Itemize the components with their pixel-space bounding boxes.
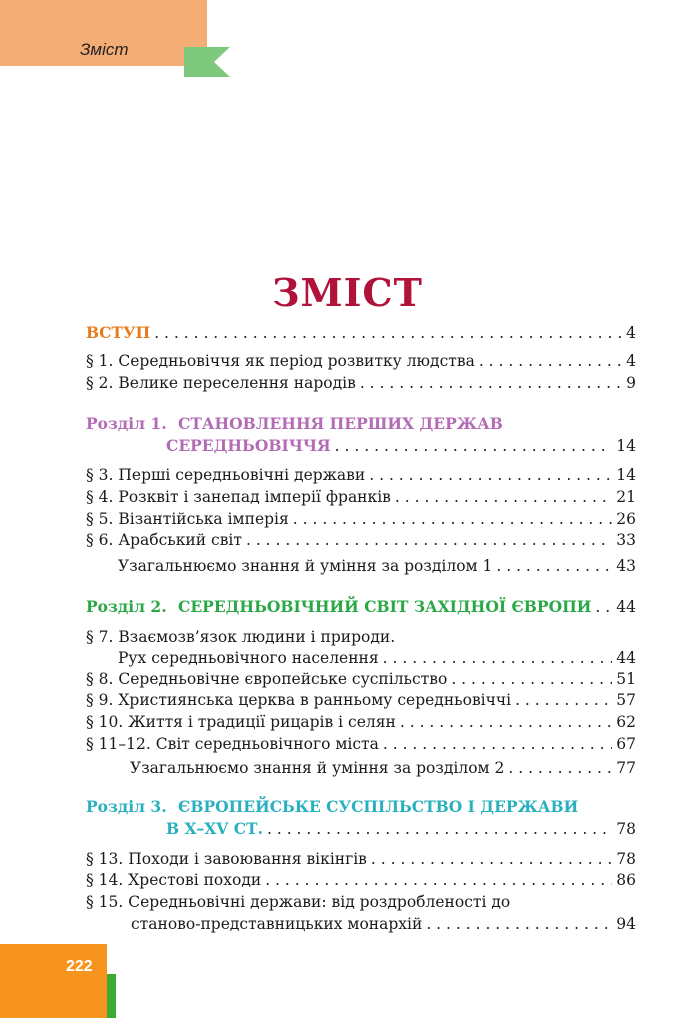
section-2-heading[interactable]: Розділ 2. СЕРЕДНЬОВІЧНИЙ СВІТ ЗАХІДНОЇ ЄВРОПИ . . . 44 [86, 597, 636, 617]
toc-entry-p15-line1[interactable]: § 15. Середньовічні держави: від роздробленості до [86, 893, 511, 911]
page-number: 222 [66, 958, 93, 975]
toc-entry-p6[interactable]: § 6. Арабський світ . . . 33 [86, 530, 636, 550]
footer-strip [107, 974, 116, 1018]
toc-entry-intro[interactable] [86, 323, 636, 343]
page-title: ЗМІСТ [272, 270, 423, 315]
section-1-heading[interactable]: Розділ 1. СТАНОВЛЕННЯ ПЕРШИХ ДЕРЖАВ [86, 414, 503, 433]
toc-label: ВСТУП [86, 323, 151, 342]
toc-page: 4 [626, 324, 636, 342]
toc-entry-p10[interactable]: § 10. Життя і традиції рицарів і селян . . . 62 [86, 712, 636, 732]
toc-entry-p11[interactable]: § 11–12. Світ середньовічного міста . . . 67 [86, 734, 636, 754]
section-3-heading-cont[interactable]: В Х–ХV СТ. . . . 78 [166, 819, 636, 839]
toc-entry-p15[interactable]: станово-представницьких монархій . . . 94 [131, 914, 636, 934]
toc-entry-p5[interactable]: § 5. Візантійська імперія . . . 26 [86, 509, 636, 529]
header-title: Зміст [80, 40, 129, 59]
toc-entry-p3[interactable]: § 3. Перші середньовічні держави . . . 14 [86, 465, 636, 485]
footer-block [0, 944, 107, 1018]
section-3-heading[interactable]: Розділ 3. ЄВРОПЕЙСЬКЕ СУСПІЛЬСТВО І ДЕРЖАВИ [86, 797, 579, 816]
toc-entry-p2[interactable]: § 2. Велике переселення народів . . . 9 [86, 373, 636, 393]
toc-entry-p13[interactable]: § 13. Походи і завоювання вікінгів . . . 78 [86, 849, 636, 869]
toc-entry-p14[interactable]: § 14. Хрестові походи . . . 86 [86, 870, 636, 890]
section-1-heading-cont[interactable]: СЕРЕДНЬОВІЧЧЯ . . . 14 [166, 436, 636, 456]
toc-entry-p7-line1[interactable]: § 7. Взаємозв’язок людини і природи. [86, 628, 396, 646]
toc-entry-review-1[interactable]: Узагальнюємо знання й уміння за розділом 1 . . . 43 [118, 556, 636, 576]
toc-entry-p4[interactable]: § 4. Розквіт і занепад імперії франків . . . 21 [86, 487, 636, 507]
toc-entry-p9[interactable]: § 9. Християнська церква в ранньому середньовіччі . . . 57 [86, 690, 636, 710]
toc-entry-p7[interactable]: Рух середньовічного населення . . . 44 [118, 648, 636, 668]
toc-entry-review-2[interactable]: Узагальнюємо знання й уміння за розділом 2 . . . 77 [130, 758, 636, 778]
bookmark-ribbon-icon [184, 47, 230, 77]
toc-entry-p1[interactable]: § 1. Середньовіччя як період розвитку людства . . . 4 [86, 351, 636, 371]
toc-entry-p8[interactable]: § 8. Середньовічне європейське суспільство . . . 51 [86, 669, 636, 689]
